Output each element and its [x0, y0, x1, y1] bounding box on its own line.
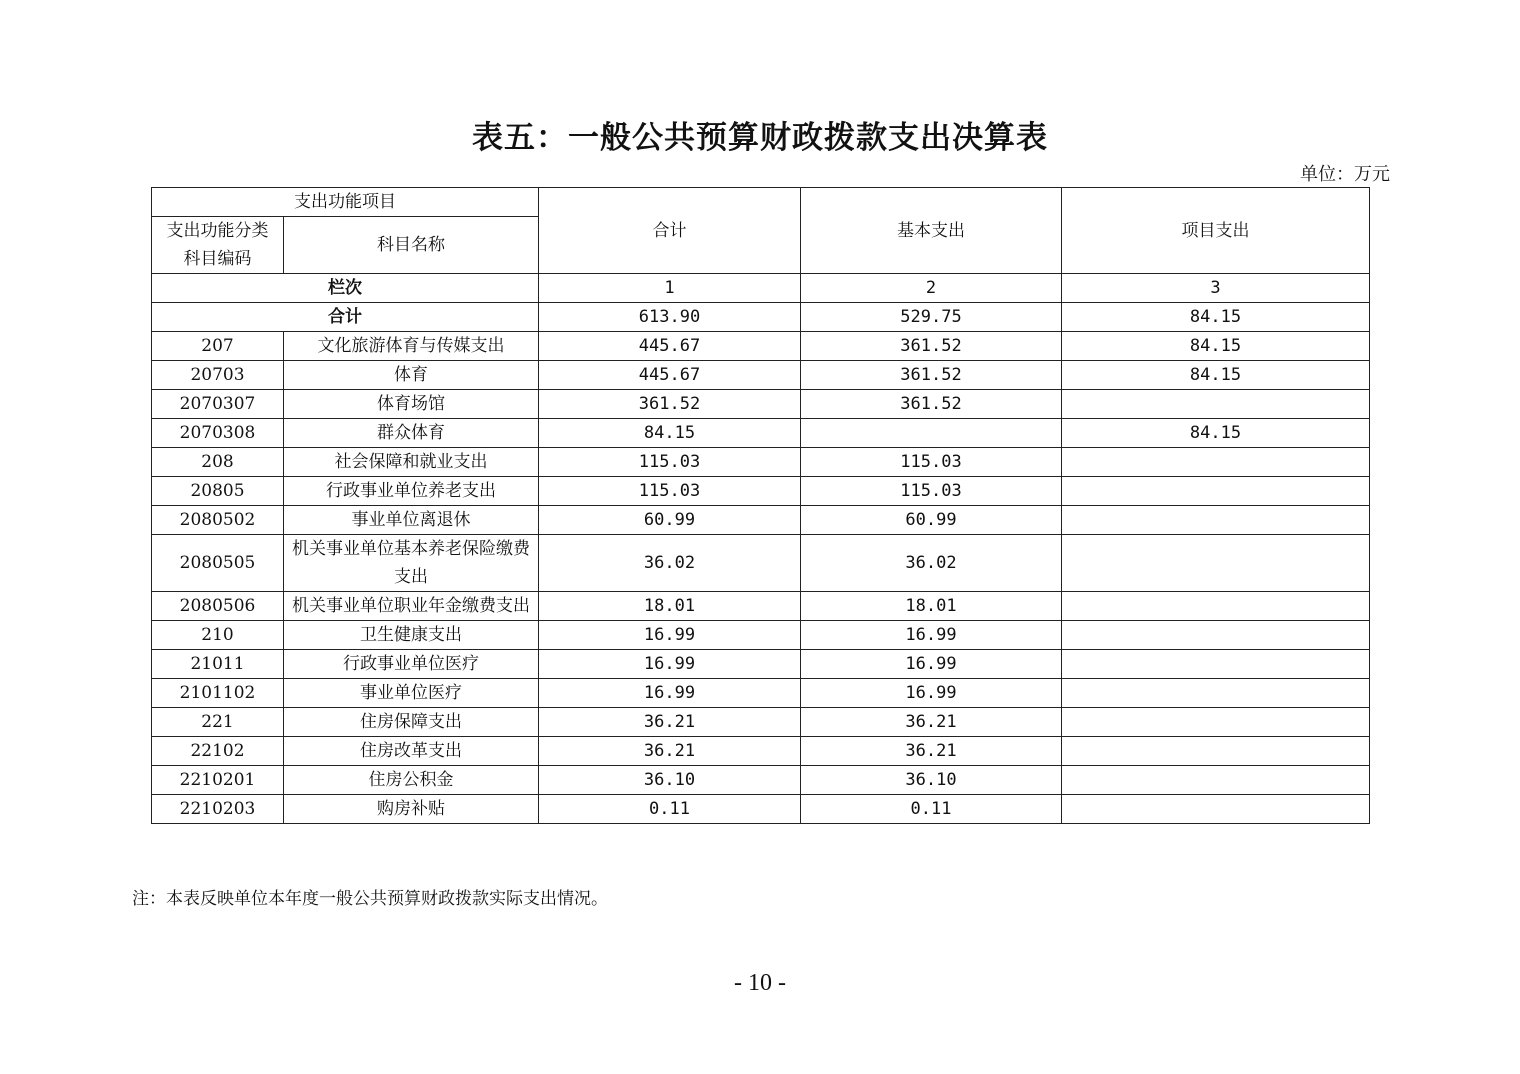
header-code: 支出功能分类科目编码	[152, 217, 284, 274]
row-name: 文化旅游体育与传媒支出	[284, 332, 539, 361]
row-name: 卫生健康支出	[284, 621, 539, 650]
row-basic: 361.52	[801, 390, 1062, 419]
row-basic: 0.11	[801, 795, 1062, 824]
total-amount: 613.90	[539, 303, 801, 332]
header-project: 项目支出	[1062, 188, 1370, 274]
row-code: 2210203	[152, 795, 284, 824]
header-name: 科目名称	[284, 217, 539, 274]
header-row-1	[152, 188, 1370, 217]
row-total: 0.11	[539, 795, 801, 824]
table-row	[152, 737, 1370, 766]
row-total: 445.67	[539, 361, 801, 390]
column-number-1: 1	[539, 274, 801, 303]
row-name: 行政事业单位养老支出	[284, 477, 539, 506]
budget-table	[151, 187, 1370, 824]
row-project	[1062, 621, 1370, 650]
row-total: 60.99	[539, 506, 801, 535]
row-basic: 115.03	[801, 477, 1062, 506]
total-basic: 529.75	[801, 303, 1062, 332]
row-name: 体育场馆	[284, 390, 539, 419]
row-basic: 361.52	[801, 361, 1062, 390]
row-total: 16.99	[539, 621, 801, 650]
row-basic: 60.99	[801, 506, 1062, 535]
row-basic: 115.03	[801, 448, 1062, 477]
header-basic: 基本支出	[801, 188, 1062, 274]
row-name: 行政事业单位医疗	[284, 650, 539, 679]
footnote: 注：本表反映单位本年度一般公共预算财政拨款实际支出情况。	[132, 889, 608, 909]
row-total: 361.52	[539, 390, 801, 419]
page-number: - 10 -	[734, 970, 786, 996]
unit-label: 单位：万元	[1300, 164, 1390, 185]
row-basic: 36.21	[801, 737, 1062, 766]
table-row	[152, 477, 1370, 506]
table-row	[152, 361, 1370, 390]
total-label: 合计	[152, 303, 539, 332]
row-basic: 18.01	[801, 592, 1062, 621]
row-total: 36.02	[539, 535, 801, 592]
row-basic: 36.21	[801, 708, 1062, 737]
column-number-2: 2	[801, 274, 1062, 303]
header-function-group: 支出功能项目	[152, 188, 539, 217]
row-total: 18.01	[539, 592, 801, 621]
table-row	[152, 650, 1370, 679]
row-basic: 361.52	[801, 332, 1062, 361]
row-project	[1062, 477, 1370, 506]
row-code: 221	[152, 708, 284, 737]
row-basic: 36.10	[801, 766, 1062, 795]
row-total: 36.21	[539, 737, 801, 766]
row-name: 住房改革支出	[284, 737, 539, 766]
row-total: 36.21	[539, 708, 801, 737]
row-project	[1062, 592, 1370, 621]
row-code: 22102	[152, 737, 284, 766]
row-basic: 16.99	[801, 621, 1062, 650]
row-basic: 16.99	[801, 650, 1062, 679]
row-project	[1062, 737, 1370, 766]
row-name: 机关事业单位职业年金缴费支出	[284, 592, 539, 621]
row-basic	[801, 419, 1062, 448]
row-code: 2080505	[152, 535, 284, 592]
table-row	[152, 708, 1370, 737]
row-code: 2210201	[152, 766, 284, 795]
row-code: 2070307	[152, 390, 284, 419]
row-project	[1062, 650, 1370, 679]
table-row	[152, 390, 1370, 419]
row-name: 事业单位离退休	[284, 506, 539, 535]
row-total: 36.10	[539, 766, 801, 795]
row-project: 84.15	[1062, 332, 1370, 361]
row-code: 208	[152, 448, 284, 477]
row-project	[1062, 679, 1370, 708]
row-name: 住房保障支出	[284, 708, 539, 737]
row-code: 2080502	[152, 506, 284, 535]
row-code: 21011	[152, 650, 284, 679]
row-total: 115.03	[539, 477, 801, 506]
total-row	[152, 303, 1370, 332]
row-project: 84.15	[1062, 419, 1370, 448]
row-code: 210	[152, 621, 284, 650]
column-number-row	[152, 274, 1370, 303]
row-code: 20703	[152, 361, 284, 390]
table-row	[152, 332, 1370, 361]
row-name: 社会保障和就业支出	[284, 448, 539, 477]
row-project	[1062, 708, 1370, 737]
table-row	[152, 592, 1370, 621]
row-project	[1062, 390, 1370, 419]
row-code: 207	[152, 332, 284, 361]
table-row	[152, 766, 1370, 795]
row-total: 16.99	[539, 650, 801, 679]
row-project	[1062, 506, 1370, 535]
row-basic: 36.02	[801, 535, 1062, 592]
row-code: 20805	[152, 477, 284, 506]
table-row	[152, 419, 1370, 448]
row-project	[1062, 448, 1370, 477]
column-number-label: 栏次	[152, 274, 539, 303]
table-row	[152, 679, 1370, 708]
table-row	[152, 535, 1370, 592]
total-project: 84.15	[1062, 303, 1370, 332]
row-code: 2070308	[152, 419, 284, 448]
row-code: 2080506	[152, 592, 284, 621]
row-name: 购房补贴	[284, 795, 539, 824]
table-row	[152, 448, 1370, 477]
row-total: 84.15	[539, 419, 801, 448]
row-name: 群众体育	[284, 419, 539, 448]
row-total: 445.67	[539, 332, 801, 361]
row-name: 事业单位医疗	[284, 679, 539, 708]
table-row	[152, 795, 1370, 824]
row-total: 115.03	[539, 448, 801, 477]
table-row	[152, 506, 1370, 535]
column-number-3: 3	[1062, 274, 1370, 303]
row-code: 2101102	[152, 679, 284, 708]
page-title: 表五：一般公共预算财政拨款支出决算表	[472, 120, 1048, 156]
row-total: 16.99	[539, 679, 801, 708]
row-project: 84.15	[1062, 361, 1370, 390]
row-basic: 16.99	[801, 679, 1062, 708]
row-project	[1062, 535, 1370, 592]
row-name: 体育	[284, 361, 539, 390]
header-total: 合计	[539, 188, 801, 274]
row-name: 住房公积金	[284, 766, 539, 795]
row-project	[1062, 795, 1370, 824]
row-project	[1062, 766, 1370, 795]
row-name: 机关事业单位基本养老保险缴费支出	[284, 535, 539, 592]
table-row	[152, 621, 1370, 650]
